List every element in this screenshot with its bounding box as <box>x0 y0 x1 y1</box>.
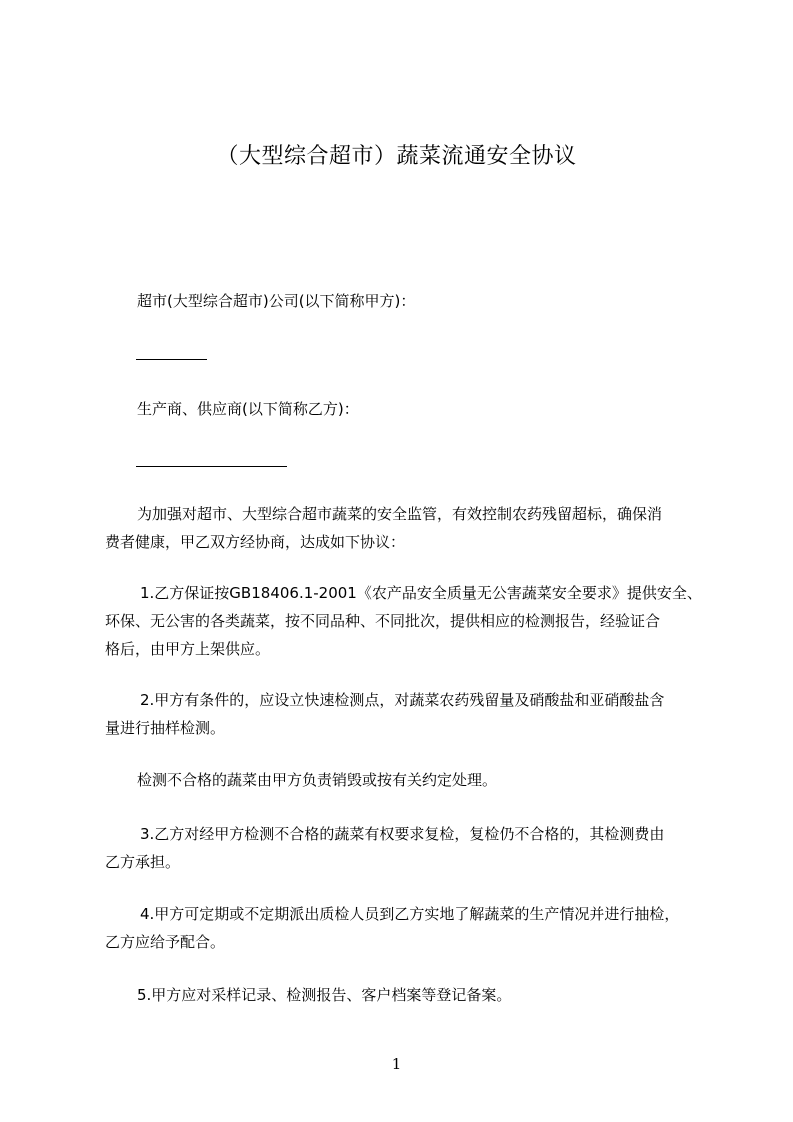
document-title: （大型综合超市）蔬菜流通安全协议 <box>216 144 577 169</box>
clause1-line-1: 1.乙方保证按GB18406.1-2001《农产品安全质量无公害蔬菜安全要求》提供安全、 <box>140 584 702 602</box>
party-a-label: 超市(大型综合超市)公司(以下简称甲方)： <box>137 292 416 310</box>
clause5: 5.甲方应对采样记录、检测报告、客户档案等登记备案。 <box>137 986 512 1004</box>
page-number: 1 <box>391 1055 402 1073</box>
party-b-label: 生产商、供应商(以下简称乙方)： <box>137 400 359 418</box>
intro-line-1: 为加强对超市、大型综合超市蔬菜的安全监管，有效控制农药残留超标，确保消 <box>137 505 663 523</box>
clause2-line-1: 2.甲方有条件的，应设立快速检测点，对蔬菜农药残留量及硝酸盐和亚硝酸盐含 <box>140 691 665 709</box>
party-b-signature-line <box>136 466 287 467</box>
clause1-line-2: 环保、无公害的各类蔬菜，按不同品种、不同批次，提供相应的检测报告，经验证合 <box>105 612 661 630</box>
party-a-signature-line <box>136 359 207 360</box>
clause2-note: 检测不合格的蔬菜由甲方负责销毁或按有关约定处理。 <box>137 771 498 789</box>
clause2-line-2: 量进行抽样检测。 <box>105 719 226 737</box>
clause1-line-3: 格后，由甲方上架供应。 <box>105 640 271 658</box>
intro-line-2: 费者健康，甲乙双方经协商，达成如下协议： <box>105 533 406 551</box>
clause4-line-1: 4.甲方可定期或不定期派出质检人员到乙方实地了解蔬菜的生产情况并进行抽检， <box>140 905 680 923</box>
clause3-line-2: 乙方承担。 <box>105 853 181 871</box>
clause3-line-1: 3.乙方对经甲方检测不合格的蔬菜有权要求复检，复检仍不合格的，其检测费由 <box>140 825 665 843</box>
clause4-line-2: 乙方应给予配合。 <box>105 933 226 951</box>
